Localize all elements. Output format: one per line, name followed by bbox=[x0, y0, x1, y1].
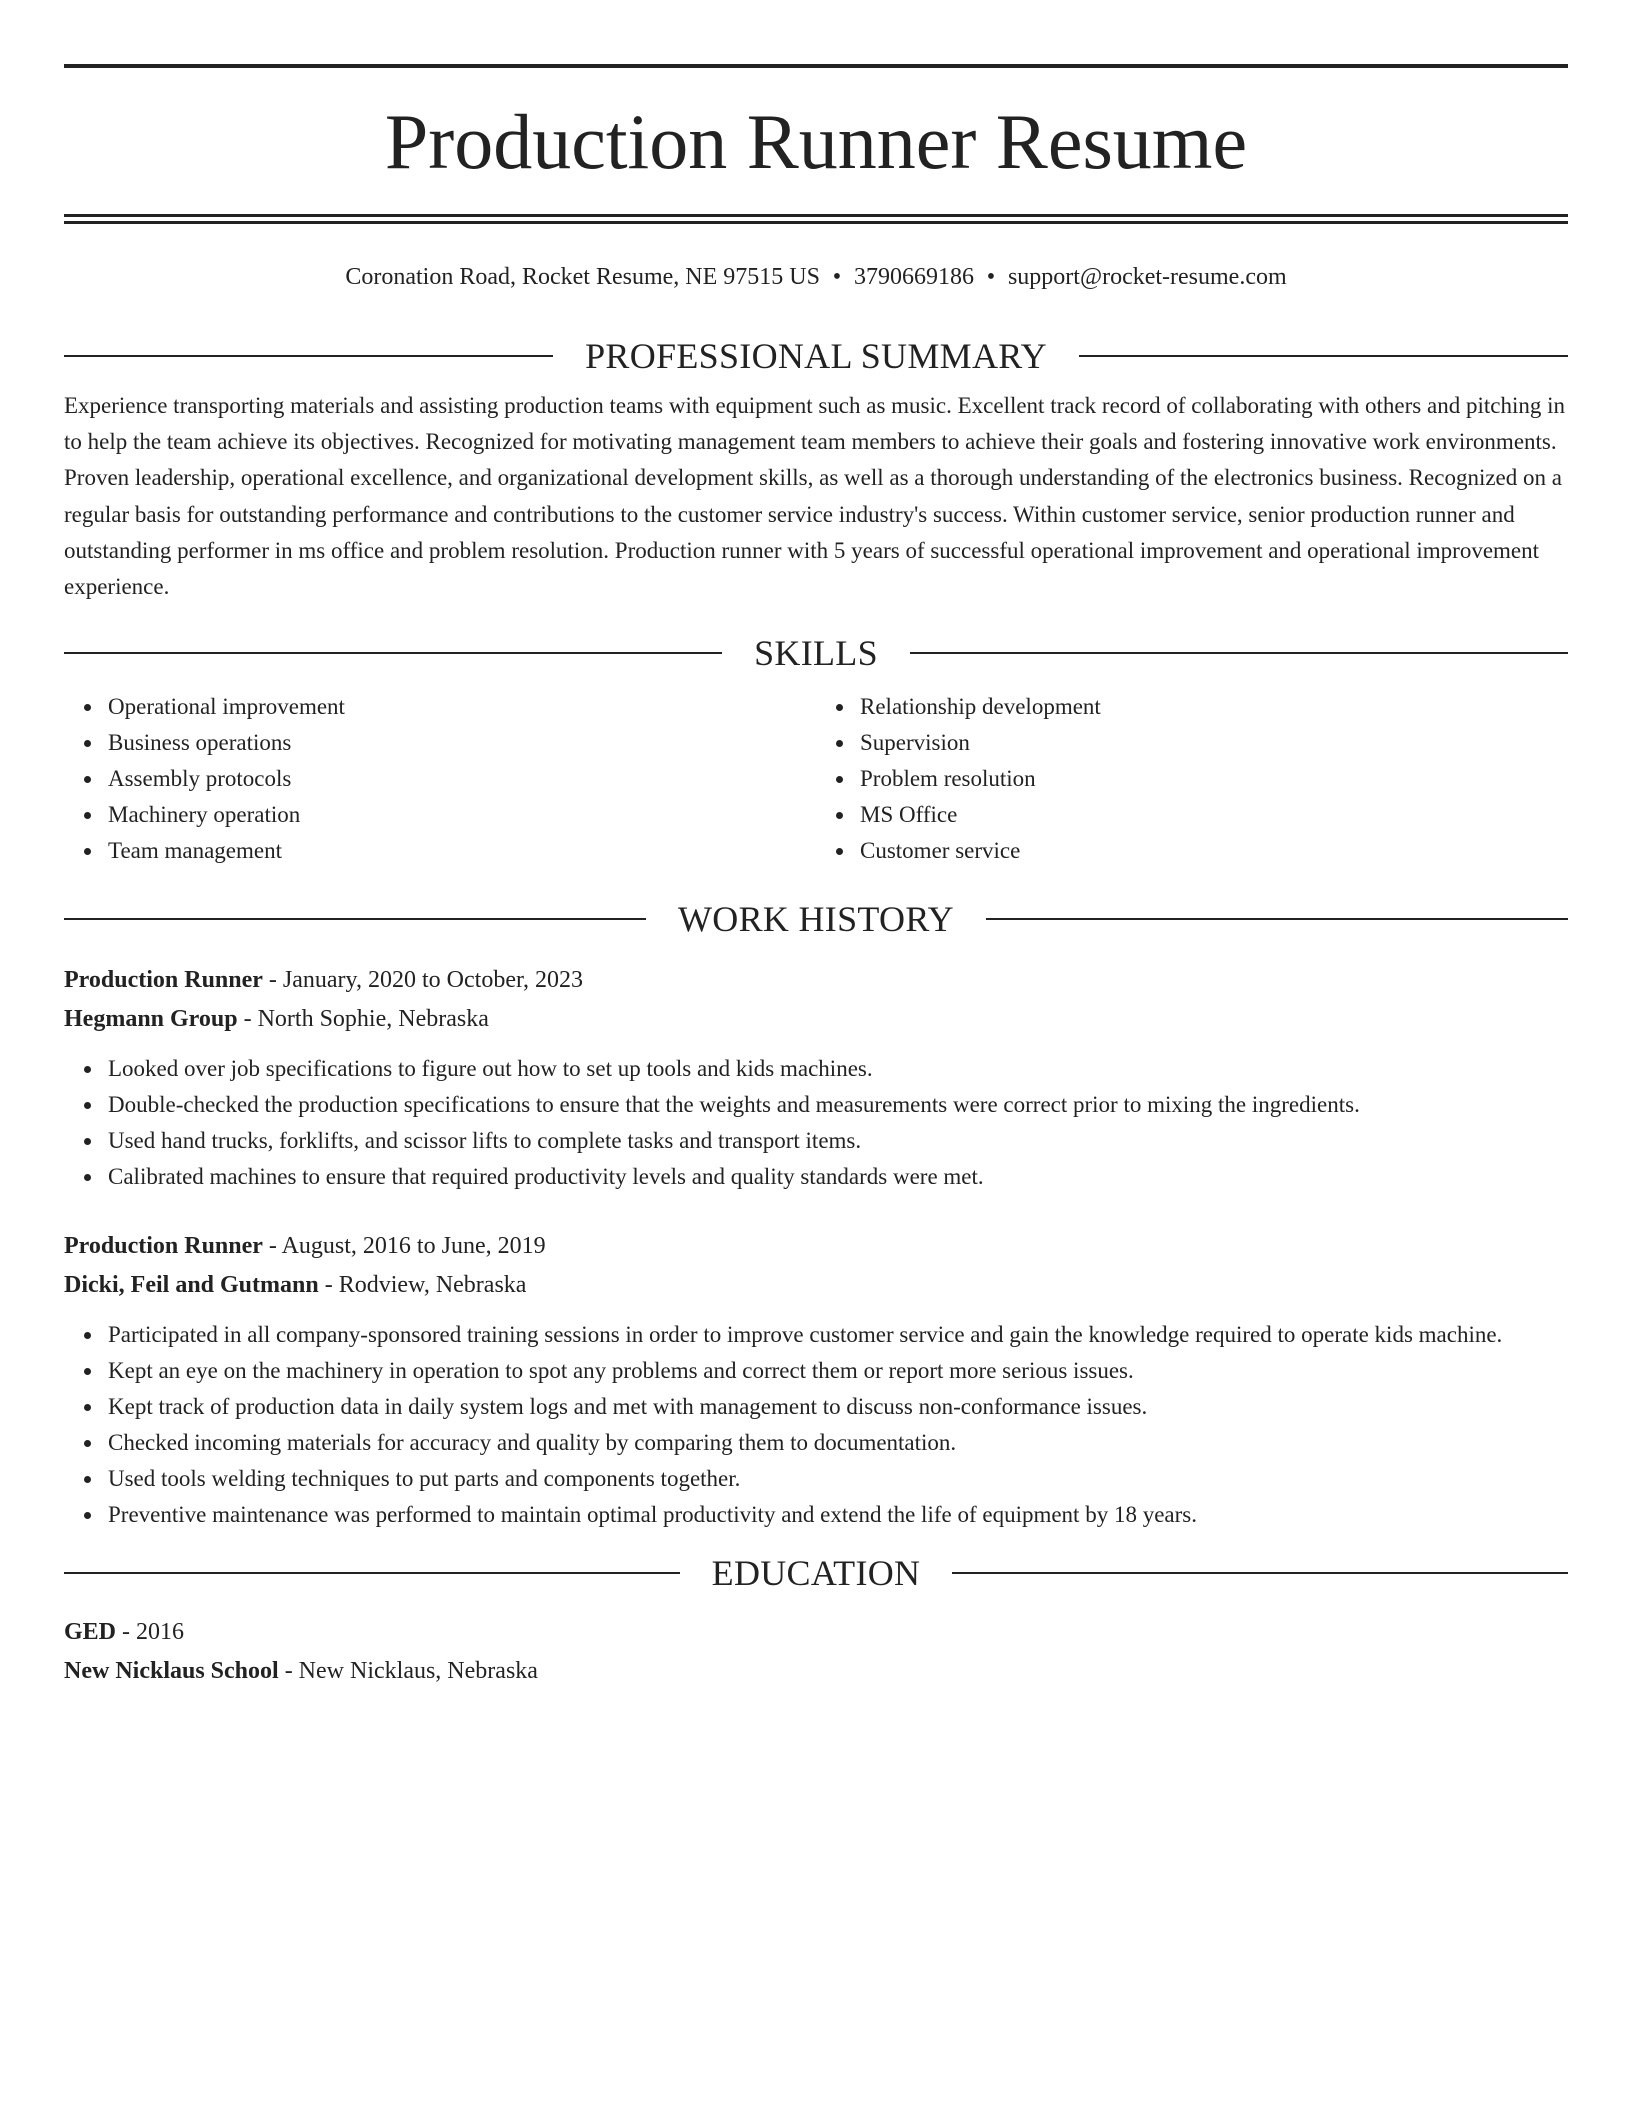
contact-address: Coronation Road, Rocket Resume, NE 97515 US bbox=[345, 264, 820, 290]
education-school-line bbox=[64, 1652, 1568, 1691]
job-entry bbox=[64, 1227, 1568, 1533]
job-company-line bbox=[64, 1000, 1568, 1039]
job-company: Dicki, Feil and Gutmann bbox=[64, 1272, 319, 1299]
summary-text: Experience transporting materials and assisting production teams with equipment such as music. Excellent track record of collaborating with others and pitching in to help the team achieve its objectives. Recognized for motivating management team members to achieve their goals and fostering innovative work environments. Proven leadership, operational excellence, and organizational development skills, as well as a thorough understanding of the electronics business. Recognized on a regular basis for outstanding performance and contributions to the customer service industry's success. Within customer service, senior production runner and outstanding performer in ms office and problem resolution. Production runner with 5 years of successful operational improvement and operational improvement experience. bbox=[64, 393, 1565, 600]
job-title-line bbox=[64, 1227, 1568, 1266]
contact-phone: 3790669186 bbox=[853, 264, 974, 290]
resume-page bbox=[64, 64, 1568, 1691]
skill-item: Machinery operation bbox=[108, 797, 816, 833]
job-location: - Rodview, Nebraska bbox=[318, 1272, 527, 1299]
job-title: Production Runner bbox=[64, 967, 263, 994]
heading-rule bbox=[64, 918, 646, 920]
duty-item: Looked over job specifications to figure out how to set up tools and kids machines. bbox=[108, 1051, 1568, 1087]
education-entry bbox=[64, 1613, 1568, 1691]
job-company: Hegmann Group bbox=[64, 1006, 238, 1033]
skills-column-right bbox=[816, 689, 1568, 869]
heading-rule bbox=[64, 652, 722, 654]
education-heading-label: EDUCATION bbox=[711, 1553, 921, 1594]
skills-column-left bbox=[64, 689, 816, 869]
education-degree-line bbox=[64, 1613, 1568, 1652]
work-heading-label: WORK HISTORY bbox=[678, 899, 954, 940]
skill-item: Supervision bbox=[860, 725, 1568, 761]
skill-item: Team management bbox=[108, 833, 816, 869]
skill-item: Operational improvement bbox=[108, 689, 816, 725]
summary-section-heading bbox=[64, 336, 1568, 376]
job-dates: - August, 2016 to June, 2019 bbox=[262, 1233, 546, 1260]
skill-item: Problem resolution bbox=[860, 761, 1568, 797]
summary-heading-label: PROFESSIONAL SUMMARY bbox=[585, 336, 1047, 376]
education-section-heading bbox=[64, 1553, 1568, 1593]
duty-item: Kept track of production data in daily system logs and met with management to discuss non-conformance issues. bbox=[108, 1389, 1568, 1425]
heading-rule bbox=[64, 355, 553, 357]
contact-email: support@rocket-resume.com bbox=[1007, 264, 1287, 290]
skills-section-heading bbox=[64, 633, 1568, 673]
skill-item: MS Office bbox=[860, 797, 1568, 833]
job-dates: - January, 2020 to October, 2023 bbox=[262, 967, 583, 994]
skills-heading-label: SKILLS bbox=[754, 633, 878, 674]
education-school: New Nicklaus School bbox=[64, 1658, 279, 1685]
education-location: - New Nicklaus, Nebraska bbox=[278, 1658, 538, 1685]
contact-separator: • bbox=[986, 264, 996, 290]
job-location: - North Sophie, Nebraska bbox=[237, 1006, 489, 1033]
resume-title: Production Runner Resume bbox=[384, 98, 1248, 185]
duty-item: Used tools welding techniques to put parts and components together. bbox=[108, 1461, 1568, 1497]
heading-rule bbox=[952, 1572, 1568, 1574]
skill-item: Relationship development bbox=[860, 689, 1568, 725]
duty-item: Double-checked the production specifications to ensure that the weights and measurements were correct prior to mixing the ingredients. bbox=[108, 1087, 1568, 1123]
contact-line bbox=[64, 262, 1568, 292]
skill-item: Customer service bbox=[860, 833, 1568, 869]
contact-separator: • bbox=[832, 264, 842, 290]
heading-rule bbox=[986, 918, 1568, 920]
work-section-heading bbox=[64, 899, 1568, 939]
title-double-rule bbox=[64, 214, 1568, 224]
job-duties bbox=[64, 1317, 1568, 1533]
skill-item: Assembly protocols bbox=[108, 761, 816, 797]
job-title-line bbox=[64, 961, 1568, 1000]
duty-item: Used hand trucks, forklifts, and scissor lifts to complete tasks and transport items. bbox=[108, 1123, 1568, 1159]
skill-item: Business operations bbox=[108, 725, 816, 761]
job-company-line bbox=[64, 1266, 1568, 1305]
duty-item: Calibrated machines to ensure that required productivity levels and quality standards were met. bbox=[108, 1159, 1568, 1195]
duty-item: Kept an eye on the machinery in operation to spot any problems and correct them or report more serious issues. bbox=[108, 1353, 1568, 1389]
job-entry bbox=[64, 961, 1568, 1195]
job-duties bbox=[64, 1051, 1568, 1195]
heading-rule bbox=[64, 1572, 680, 1574]
heading-rule bbox=[1079, 355, 1568, 357]
job-title: Production Runner bbox=[64, 1233, 263, 1260]
education-year: - 2016 bbox=[116, 1619, 185, 1646]
duty-item: Preventive maintenance was performed to maintain optimal productivity and extend the life of equipment by 18 years. bbox=[108, 1497, 1568, 1533]
heading-rule bbox=[910, 652, 1568, 654]
skills-list bbox=[64, 689, 1568, 869]
duty-item: Checked incoming materials for accuracy and quality by comparing them to documentation. bbox=[108, 1425, 1568, 1461]
education-degree: GED bbox=[64, 1619, 117, 1646]
duty-item: Participated in all company-sponsored training sessions in order to improve customer service and gain the knowledge required to operate kids machine. bbox=[108, 1317, 1568, 1353]
